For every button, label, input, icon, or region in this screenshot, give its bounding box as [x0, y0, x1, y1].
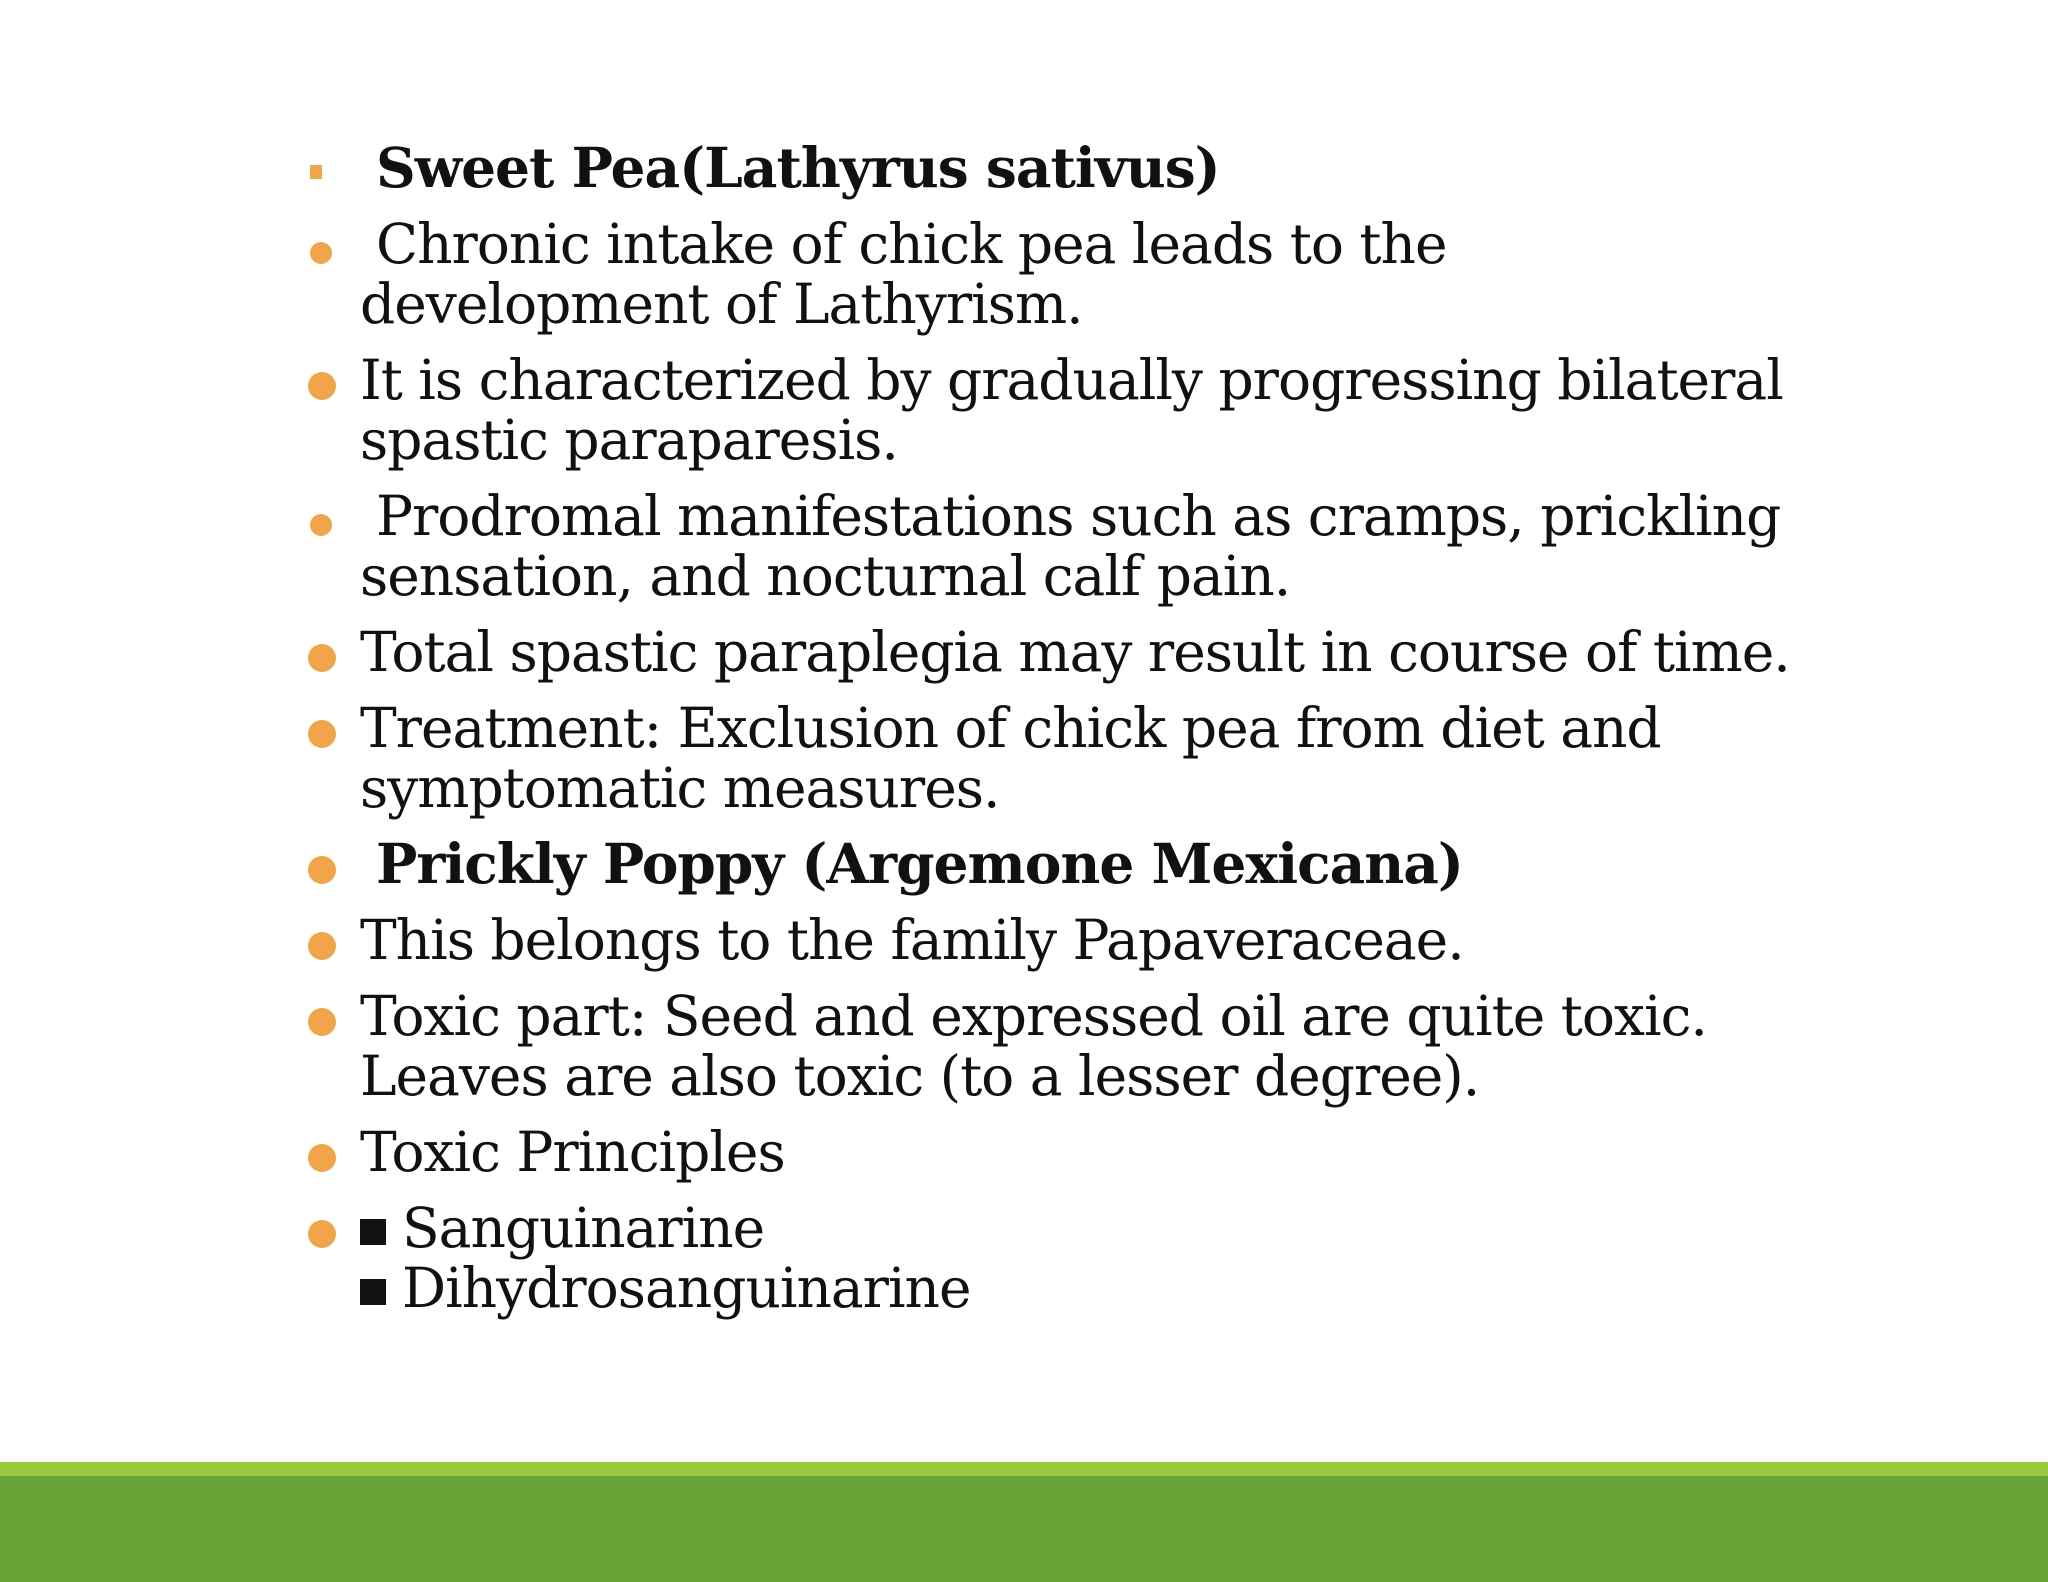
bullet-icon [308, 644, 336, 672]
bullet-icon [308, 372, 336, 400]
bullet-icon [308, 1008, 336, 1036]
bullet-icon [308, 1220, 336, 1248]
bullet-icon [308, 856, 336, 884]
list-item-text: Treatment: Exclusion of chick pea from diet and symptomatic measures. [360, 696, 1661, 820]
list-item-text: Toxic part: Seed and expressed oil are quite toxic. Leaves are also toxic (to a lesser degree). [360, 984, 1707, 1108]
black-square-icon [360, 1279, 386, 1305]
list-item-text: Total spastic paraplegia may result in course of time. [360, 620, 1790, 684]
list-item [300, 1122, 1800, 1182]
bullet-icon [308, 1144, 336, 1172]
list-item-text: It is characterized by gradually progressing bilateral spastic paraparesis. [360, 348, 1783, 472]
list-item [300, 622, 1800, 682]
list-item-text: Toxic Principles [360, 1120, 785, 1184]
list-item [300, 486, 1800, 606]
bullet-icon [310, 242, 332, 264]
list-item [300, 698, 1800, 818]
footer-accent-stripe [0, 1462, 2048, 1476]
heading-sweet-pea [300, 135, 1800, 200]
square-bullet-icon [310, 165, 322, 179]
heading-text: Prickly Poppy (Argemone Mexicana) [376, 831, 1463, 896]
list-item-text: This belongs to the family Papaveraceae. [360, 908, 1464, 972]
black-square-icon [360, 1219, 386, 1245]
footer-band [0, 1476, 2048, 1582]
list-item [300, 350, 1800, 470]
bullet-icon [308, 720, 336, 748]
heading-text: Sweet Pea(Lathyrus sativus) [376, 135, 1220, 200]
sub-list-item [360, 1258, 1800, 1318]
list-item [300, 910, 1800, 970]
list-item-text: Chronic intake of chick pea leads to the development of Lathyrism. [360, 212, 1447, 336]
list-item [300, 214, 1800, 334]
bullet-icon [308, 932, 336, 960]
sub-list-item-text: Sanguinarine [402, 1196, 765, 1260]
toxic-principles-list [300, 1198, 1800, 1318]
slide-content [300, 135, 1800, 1334]
bullet-icon [310, 514, 332, 536]
list-item-text: Prodromal manifestations such as cramps, prickling sensation, and nocturnal calf pain. [360, 484, 1781, 608]
heading-prickly-poppy [300, 831, 1800, 896]
sub-list-item-text: Dihydrosanguinarine [402, 1256, 971, 1320]
sub-list-item [360, 1198, 1800, 1258]
list-item [300, 986, 1800, 1106]
